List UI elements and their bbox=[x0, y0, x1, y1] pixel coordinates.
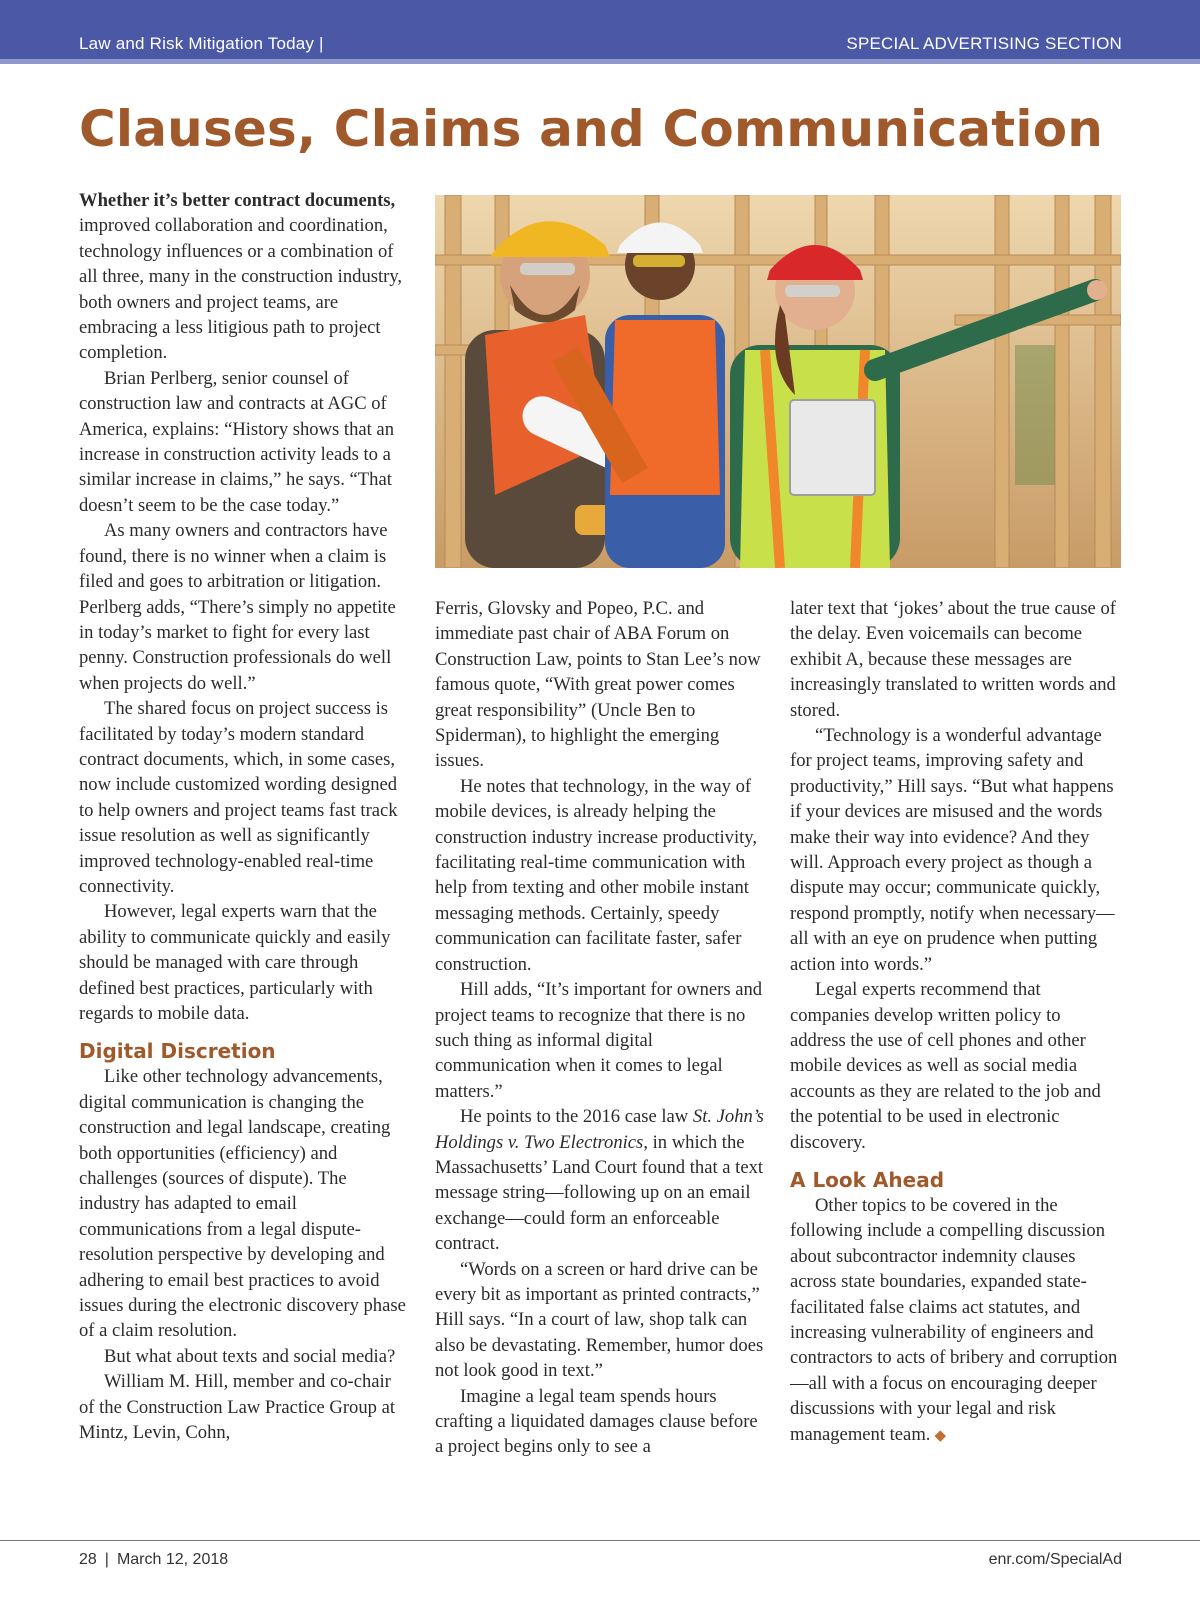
paragraph bbox=[79, 188, 409, 366]
subhead-a-look-ahead: A Look Ahead bbox=[790, 1167, 945, 1192]
paragraph: “Technology is a wonderful advantage for project teams, improving safety and productivity,” Hill says. “But what happens if your devices are misused and the words make their way into evidence? And they will. Approach every project as though a dispute may occur; communicate quickly, respond promptly, notify when necessary—all with an eye on prudence when putting action into words.” bbox=[790, 725, 1115, 975]
lead-in: Whether it’s better contract documents, bbox=[79, 190, 396, 211]
page-number: 28 bbox=[79, 1551, 97, 1568]
article-column-1 bbox=[79, 188, 409, 1446]
paragraph: The shared focus on project success is facilitated by today’s modern standard contract documents, which, in some cases, now include customized wording designed to help owners and project teams fast track issue resolution as well as significantly improved technology-enabled real-time connectivity. bbox=[79, 698, 398, 897]
photo-illustration bbox=[435, 195, 1121, 568]
paragraph bbox=[790, 1193, 1120, 1449]
footer-separator: | bbox=[104, 1551, 109, 1568]
article-title: Clauses, Claims and Communication bbox=[79, 100, 1104, 158]
paragraph: He notes that technology, in the way of mobile devices, is already helping the construction industry increase productivity, facilitating real-time communication with help from texting and other mobile instant messaging methods. Certainly, speedy communication can facilitate faster, safer construction. bbox=[435, 775, 758, 975]
footer-page-info bbox=[79, 1551, 228, 1569]
paragraph: Ferris, Glovsky and Popeo, P.C. and immediate past chair of ABA Forum on Construction Law, points to Stan Lee’s now famous quote, “With great power comes great responsibility” (Uncle Ben to Spiderman), to highlight the emerging issues. bbox=[435, 598, 761, 772]
paragraph: William M. Hill, member and co-chair of the Construction Law Practice Group at Mintz, Levin, Cohn, bbox=[79, 1371, 396, 1444]
paragraph bbox=[435, 1104, 765, 1256]
text-run: He points to the 2016 case law bbox=[460, 1106, 693, 1128]
footer-url[interactable]: enr.com/SpecialAd bbox=[988, 1551, 1122, 1568]
text-run: , in which the Massachusetts’ Land Court found that a text message string—following up on an email exchange—could form an enforceable contract. bbox=[435, 1131, 764, 1255]
paragraph: But what about texts and social media? bbox=[104, 1345, 396, 1367]
issue-date: March 12, 2018 bbox=[116, 1551, 229, 1568]
construction-workers-photo bbox=[435, 195, 1121, 568]
paragraph: “Words on a screen or hard drive can be every bit as important as printed contracts,” Hill says. “In a court of law, shop talk can also be devastating. Remember, humor does not look good in text.” bbox=[435, 1258, 764, 1382]
paragraph: However, legal experts warn that the ability to communicate quickly and easily should be managed with care through defined best practices, particularly with regards to mobile data. bbox=[79, 901, 391, 1024]
section-label: SPECIAL ADVERTISING SECTION bbox=[846, 34, 1122, 53]
subhead-digital-discretion: Digital Discretion bbox=[79, 1039, 276, 1064]
paragraph: Like other technology advancements, digital communication is changing the construction and legal landscape, creating both opportunities (efficiency) and challenges (sources of dispute). The industry has adapted to email communications from a legal dispute-resolution perspective by developing and adhering to email best practices to avoid issues during the electronic discovery phase of a claim resolution. bbox=[79, 1066, 406, 1342]
text-run: Other topics to be covered in the following include a compelling discussion about subcontractor indemnity clauses across state boundaries, expanded state-facilitated false claims act statutes, and increasing vulnerability of engineers and contractors to acts of bribery and corruption—all with a focus on encouraging deeper discussions with your legal and risk management team. bbox=[790, 1194, 1118, 1445]
publication-name: Law and Risk Mitigation Today | bbox=[79, 34, 324, 53]
paragraph: As many owners and contractors have found, there is no winner when a claim is filed and goes to arbitration or litigation. Perlberg adds, “There’s simply no appetite in today’s market to fight for every last penny. Construction professionals do well when projects do well.” bbox=[79, 520, 396, 694]
paragraph: Brian Perlberg, senior counsel of construction law and contracts at AGC of America, explains: “History shows that an increase in construction activity leads to a similar increase in claims,” he says. “That doesn’t seem to be the case today.” bbox=[79, 367, 394, 516]
end-mark-icon: ◆ bbox=[934, 1427, 946, 1444]
article-column-2 bbox=[435, 596, 765, 1460]
paragraph: Legal experts recommend that companies develop written policy to address the use of cell phones and other mobile devices as well as social media accounts as they are related to the job and the potential to be used in electronic discovery. bbox=[790, 979, 1101, 1153]
lead-text: improved collaboration and coordination, technology influences or a combination of all three, many in the construction industry, both owners and project teams, are embracing a less litigious path to project completion. bbox=[79, 215, 403, 364]
paragraph: Imagine a legal team spends hours crafting a liquidated damages clause before a project begins only to see a bbox=[435, 1385, 758, 1458]
case-name: St. John’s Holdings v. Two Electronics bbox=[435, 1106, 764, 1153]
article-column-3 bbox=[790, 596, 1120, 1449]
paragraph: Hill adds, “It’s important for owners and project teams to recognize that there is no such thing as informal digital communication when it comes to legal matters.” bbox=[435, 979, 763, 1102]
paragraph: later text that ‘jokes’ about the true cause of the delay. Even voicemails can become exhibit A, because these messages are increasingly translated to written words and stored. bbox=[790, 598, 1116, 721]
footer-divider bbox=[0, 1540, 1200, 1541]
header-bar bbox=[0, 0, 1200, 64]
